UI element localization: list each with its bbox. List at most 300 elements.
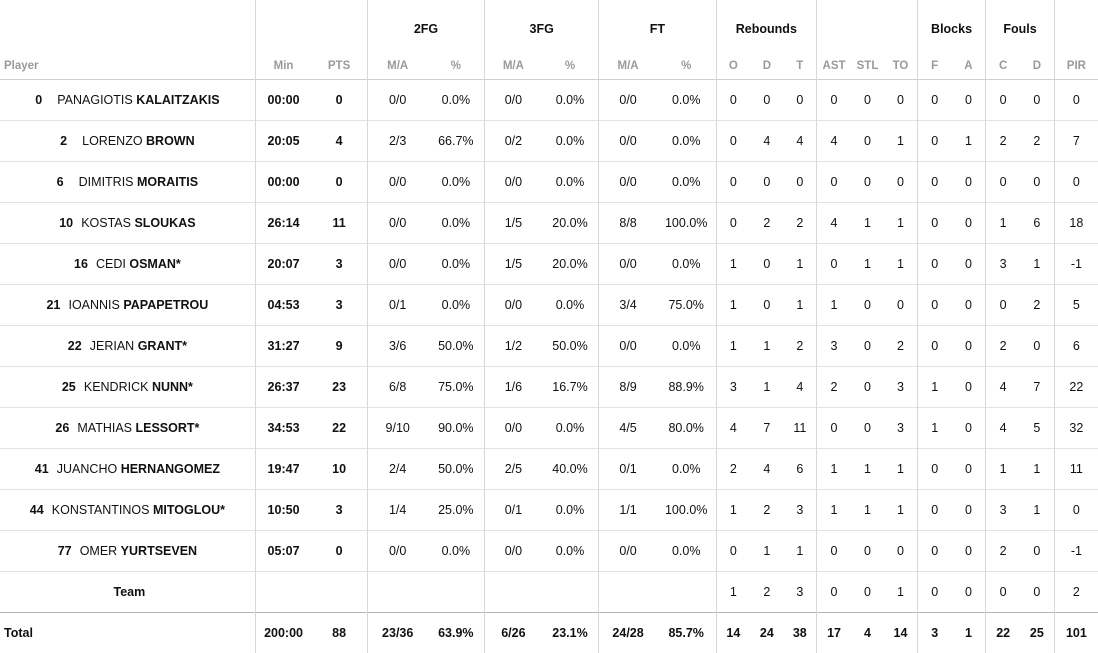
stat-cell: 1	[1020, 244, 1054, 285]
stat-cell: 8/8	[599, 203, 657, 244]
stat-cell: 25.0%	[428, 490, 485, 531]
total-stat-cell: 85.7%	[657, 613, 716, 653]
player-first-name: KENDRICK	[84, 380, 152, 394]
stat-cell: 1	[884, 490, 917, 531]
stat-cell: 0	[783, 80, 816, 121]
stat-cell: 0/0	[485, 531, 542, 572]
group-header-fouls: Fouls	[986, 0, 1054, 42]
stat-cell: 3/6	[367, 326, 427, 367]
table-row[interactable]	[0, 531, 1098, 572]
stat-cell: 3	[783, 490, 816, 531]
table-row[interactable]	[0, 326, 1098, 367]
stat-cell: 0	[952, 244, 986, 285]
col-header-ast[interactable]: AST	[817, 42, 851, 80]
stat-cell: 05:07	[255, 531, 311, 572]
stat-cell: 0.0%	[657, 162, 716, 203]
stat-cell: 66.7%	[428, 121, 485, 162]
stat-cell: 0	[311, 162, 367, 203]
stat-cell: 26:37	[255, 367, 311, 408]
stat-cell: 0	[917, 285, 951, 326]
total-stat-cell: 38	[783, 613, 816, 653]
stat-cell: 0.0%	[542, 285, 599, 326]
col-header-3fg-ma[interactable]: M/A	[485, 42, 542, 80]
player-number: 0	[35, 93, 57, 107]
table-row[interactable]	[0, 367, 1098, 408]
stat-cell: 3	[311, 490, 367, 531]
stat-cell: 0	[917, 244, 951, 285]
total-stat-cell: 63.9%	[428, 613, 485, 653]
stat-cell: 4	[783, 121, 816, 162]
player-cell[interactable]	[0, 326, 255, 367]
stat-cell: 11	[1054, 449, 1098, 490]
stat-cell: 10:50	[255, 490, 311, 531]
stat-cell: 1/4	[367, 490, 427, 531]
stat-cell: 50.0%	[428, 326, 485, 367]
player-last-name: LESSORT	[135, 421, 194, 435]
col-header-fouls-c[interactable]: C	[986, 42, 1020, 80]
stat-cell: 0	[851, 285, 884, 326]
stat-cell: 20:07	[255, 244, 311, 285]
stat-cell: 0/0	[485, 408, 542, 449]
col-header-to[interactable]: TO	[884, 42, 917, 80]
stat-cell: 0	[311, 531, 367, 572]
stat-cell: 1	[783, 531, 816, 572]
player-cell[interactable]	[0, 203, 255, 244]
player-cell[interactable]	[0, 162, 255, 203]
stat-cell: 0.0%	[428, 80, 485, 121]
stat-cell: 0/0	[599, 531, 657, 572]
stat-cell: 22	[1054, 367, 1098, 408]
total-stat-cell: 1	[952, 613, 986, 653]
stat-cell: 3	[311, 285, 367, 326]
stat-cell: 0/2	[485, 121, 542, 162]
stat-cell: 4	[783, 367, 816, 408]
stat-cell	[255, 572, 311, 613]
col-header-3fg-pct[interactable]: %	[542, 42, 599, 80]
stat-cell: 1/1	[599, 490, 657, 531]
stat-cell: 40.0%	[542, 449, 599, 490]
total-stat-cell: 101	[1054, 613, 1098, 653]
stat-cell: 3/4	[599, 285, 657, 326]
player-last-name: PAPAPETROU	[123, 298, 208, 312]
stat-cell: 11	[783, 408, 816, 449]
table-row[interactable]	[0, 449, 1098, 490]
stat-cell: 0.0%	[657, 121, 716, 162]
stat-cell: 0	[311, 80, 367, 121]
stat-cell: 0	[817, 162, 851, 203]
player-last-name: KALAITZAKIS	[136, 93, 219, 107]
stat-cell: 0.0%	[542, 408, 599, 449]
stat-cell: 0.0%	[657, 244, 716, 285]
stat-cell: 0/0	[485, 80, 542, 121]
col-header-2fg-ma[interactable]: M/A	[367, 42, 427, 80]
total-stat-cell: 22	[986, 613, 1020, 653]
stat-cell: 0	[750, 244, 783, 285]
stat-cell: 22	[311, 408, 367, 449]
stat-cell: 1	[817, 285, 851, 326]
player-cell[interactable]	[0, 285, 255, 326]
stat-cell: -1	[1054, 531, 1098, 572]
stat-cell: 100.0%	[657, 203, 716, 244]
stat-cell: 0/0	[599, 121, 657, 162]
stat-cell: 1	[783, 244, 816, 285]
stat-cell: 1	[716, 490, 750, 531]
stat-cell: 4	[750, 121, 783, 162]
player-cell[interactable]	[0, 80, 255, 121]
stat-cell: 2	[783, 326, 816, 367]
stat-cell: 6	[783, 449, 816, 490]
player-first-name: OMER	[80, 544, 121, 558]
starter-marker-icon: *	[182, 339, 187, 353]
player-cell[interactable]	[0, 121, 255, 162]
stat-cell: 0	[952, 449, 986, 490]
stat-cell: 1	[884, 244, 917, 285]
stat-cell: 0	[716, 531, 750, 572]
player-cell[interactable]	[0, 367, 255, 408]
stat-cell: 0	[917, 80, 951, 121]
col-header-reb-d[interactable]: D	[750, 42, 783, 80]
table-row[interactable]	[0, 80, 1098, 121]
stat-cell: -1	[1054, 244, 1098, 285]
stat-cell: 1/2	[485, 326, 542, 367]
player-last-name: MORAITIS	[137, 175, 198, 189]
stat-cell: 100.0%	[657, 490, 716, 531]
total-row	[0, 613, 1098, 653]
group-header-2fg: 2FG	[367, 0, 484, 42]
stat-cell: 1	[716, 326, 750, 367]
player-first-name: KOSTAS	[81, 216, 134, 230]
stat-cell: 2	[750, 490, 783, 531]
stat-cell: 2	[986, 121, 1020, 162]
stat-cell: 0.0%	[542, 162, 599, 203]
stat-cell: 7	[750, 408, 783, 449]
table-row[interactable]	[0, 162, 1098, 203]
player-first-name: IOANNIS	[68, 298, 123, 312]
stat-cell: 0	[952, 408, 986, 449]
stat-cell: 2	[716, 449, 750, 490]
col-header-reb-t[interactable]: T	[783, 42, 816, 80]
stat-cell: 0/0	[599, 244, 657, 285]
stat-cell: 0.0%	[657, 449, 716, 490]
col-header-pir[interactable]: PIR	[1054, 42, 1098, 80]
column-header-row	[0, 42, 1098, 80]
stat-cell: 9	[311, 326, 367, 367]
stat-cell: 75.0%	[657, 285, 716, 326]
stat-cell: 00:00	[255, 80, 311, 121]
stat-cell: 0	[952, 367, 986, 408]
player-first-name: LORENZO	[82, 134, 146, 148]
stat-cell: 1	[783, 285, 816, 326]
stat-cell: 0/0	[367, 244, 427, 285]
stat-cell: 0	[986, 285, 1020, 326]
col-header-ft-pct[interactable]: %	[657, 42, 716, 80]
stat-cell: 0.0%	[428, 285, 485, 326]
player-last-name: OSMAN	[129, 257, 176, 271]
stat-cell: 1	[750, 531, 783, 572]
stat-cell: 11	[311, 203, 367, 244]
stat-cell: 4/5	[599, 408, 657, 449]
stat-cell: 2	[1054, 572, 1098, 613]
player-cell[interactable]	[0, 531, 255, 572]
stat-cell: 26:14	[255, 203, 311, 244]
stat-cell: 3	[986, 244, 1020, 285]
stat-cell: 0	[750, 80, 783, 121]
player-last-name: SLOUKAS	[134, 216, 195, 230]
stat-cell: 0/1	[367, 285, 427, 326]
stat-cell: 1	[716, 572, 750, 613]
total-row-label: Total	[0, 613, 255, 653]
stat-cell: 1	[884, 572, 917, 613]
stat-cell: 0	[817, 572, 851, 613]
col-header-min[interactable]: Min	[255, 42, 311, 80]
player-last-name: YURTSEVEN	[121, 544, 197, 558]
stat-cell: 3	[783, 572, 816, 613]
stat-cell: 2	[750, 572, 783, 613]
player-first-name: PANAGIOTIS	[57, 93, 136, 107]
player-cell[interactable]	[0, 490, 255, 531]
stat-cell: 5	[1054, 285, 1098, 326]
stat-cell: 4	[986, 367, 1020, 408]
stat-cell: 1	[716, 285, 750, 326]
total-stat-cell: 4	[851, 613, 884, 653]
player-first-name: JUANCHO	[57, 462, 121, 476]
stat-cell: 0.0%	[657, 80, 716, 121]
stat-cell	[542, 572, 599, 613]
stat-cell: 0.0%	[428, 244, 485, 285]
stat-cell: 3	[311, 244, 367, 285]
stat-cell: 0	[851, 162, 884, 203]
group-header-ft: FT	[599, 0, 716, 42]
player-last-name: NUNN	[152, 380, 188, 394]
table-row[interactable]	[0, 203, 1098, 244]
stat-cell: 2	[783, 203, 816, 244]
player-number: 77	[58, 544, 80, 558]
col-header-stl[interactable]: STL	[851, 42, 884, 80]
stat-cell: 0	[917, 531, 951, 572]
stat-cell: 0/0	[367, 80, 427, 121]
stat-cell: 2	[986, 531, 1020, 572]
player-number: 41	[35, 462, 57, 476]
player-number: 22	[68, 339, 90, 353]
col-header-blocks-a[interactable]: A	[952, 42, 986, 80]
stat-cell: 0	[1054, 80, 1098, 121]
stat-cell	[485, 572, 542, 613]
stat-cell: 0.0%	[542, 490, 599, 531]
player-number: 6	[57, 175, 79, 189]
stat-cell: 32	[1054, 408, 1098, 449]
stat-cell: 4	[986, 408, 1020, 449]
group-header-blank-player	[0, 0, 255, 42]
col-header-player[interactable]: Player	[0, 42, 255, 80]
stat-cell: 7	[1020, 367, 1054, 408]
stat-cell: 2	[750, 203, 783, 244]
col-header-blocks-f[interactable]: F	[917, 42, 951, 80]
stat-cell: 0.0%	[657, 531, 716, 572]
starter-marker-icon: *	[220, 503, 225, 517]
stat-cell: 1/5	[485, 244, 542, 285]
table-row[interactable]	[0, 121, 1098, 162]
stat-cell: 00:00	[255, 162, 311, 203]
team-row	[0, 572, 1098, 613]
group-header-blocks: Blocks	[917, 0, 985, 42]
stat-cell: 1	[817, 449, 851, 490]
stat-cell: 0	[1020, 326, 1054, 367]
stat-cell: 1	[716, 244, 750, 285]
stat-cell: 0	[952, 572, 986, 613]
team-row-label: Team	[0, 572, 255, 613]
stat-cell: 1	[952, 121, 986, 162]
table-row[interactable]	[0, 244, 1098, 285]
stat-cell: 6	[1020, 203, 1054, 244]
stat-cell: 20:05	[255, 121, 311, 162]
stat-cell: 0	[817, 244, 851, 285]
stat-cell: 1	[986, 203, 1020, 244]
total-stat-cell: 3	[917, 613, 951, 653]
stat-cell: 3	[884, 367, 917, 408]
stat-cell: 0	[783, 162, 816, 203]
stat-cell	[428, 572, 485, 613]
stat-cell: 0	[817, 80, 851, 121]
player-number: 26	[55, 421, 77, 435]
stat-cell: 1/6	[485, 367, 542, 408]
stat-cell: 0.0%	[542, 121, 599, 162]
stat-cell: 0	[716, 203, 750, 244]
player-first-name: MATHIAS	[77, 421, 135, 435]
total-stat-cell: 23.1%	[542, 613, 599, 653]
stat-cell: 2	[817, 367, 851, 408]
stat-cell: 0	[851, 408, 884, 449]
stat-cell	[599, 572, 657, 613]
stat-cell: 0	[817, 531, 851, 572]
table-row[interactable]	[0, 285, 1098, 326]
stat-cell: 80.0%	[657, 408, 716, 449]
player-number: 16	[74, 257, 96, 271]
stat-cell: 16.7%	[542, 367, 599, 408]
stat-cell	[367, 572, 427, 613]
stat-cell: 0	[750, 162, 783, 203]
group-header-blank-basic	[255, 0, 367, 42]
player-cell[interactable]	[0, 408, 255, 449]
stat-cell: 4	[311, 121, 367, 162]
stat-cell: 2/3	[367, 121, 427, 162]
stat-cell: 1	[750, 326, 783, 367]
player-number: 44	[30, 503, 52, 517]
stat-cell: 0	[1020, 80, 1054, 121]
stat-cell: 0/0	[599, 162, 657, 203]
stat-cell: 0	[1054, 490, 1098, 531]
stat-cell: 0/0	[599, 80, 657, 121]
stat-cell: 0/0	[367, 162, 427, 203]
stat-cell: 1	[750, 367, 783, 408]
col-header-reb-o[interactable]: O	[716, 42, 750, 80]
stat-cell: 0/1	[599, 449, 657, 490]
stat-cell: 75.0%	[428, 367, 485, 408]
stat-cell: 4	[817, 121, 851, 162]
stat-cell: 10	[311, 449, 367, 490]
stat-cell: 20.0%	[542, 244, 599, 285]
group-header-rebounds: Rebounds	[716, 0, 817, 42]
stat-cell: 0.0%	[542, 531, 599, 572]
total-stat-cell: 24	[750, 613, 783, 653]
stat-cell: 0/0	[485, 162, 542, 203]
stat-cell: 18	[1054, 203, 1098, 244]
stat-cell: 0	[986, 80, 1020, 121]
table-body	[0, 80, 1098, 653]
table-row[interactable]	[0, 408, 1098, 449]
stat-cell: 0/1	[485, 490, 542, 531]
stat-cell: 1	[1020, 490, 1054, 531]
stat-cell: 0/0	[367, 203, 427, 244]
stat-cell: 0	[917, 326, 951, 367]
stat-cell: 0	[817, 408, 851, 449]
stat-cell: 7	[1054, 121, 1098, 162]
player-number: 25	[62, 380, 84, 394]
stat-cell: 0	[1020, 531, 1054, 572]
stat-cell: 1	[817, 490, 851, 531]
total-stat-cell: 25	[1020, 613, 1054, 653]
stat-cell: 0	[952, 531, 986, 572]
stat-cell: 0	[952, 490, 986, 531]
stat-cell: 1	[884, 449, 917, 490]
player-cell[interactable]	[0, 449, 255, 490]
stat-cell: 0	[851, 80, 884, 121]
stat-cell: 0	[851, 531, 884, 572]
total-stat-cell: 23/36	[367, 613, 427, 653]
total-stat-cell: 14	[884, 613, 917, 653]
stat-cell: 0	[986, 162, 1020, 203]
stat-cell: 0.0%	[657, 326, 716, 367]
stat-cell: 1	[851, 490, 884, 531]
stat-cell: 3	[986, 490, 1020, 531]
stat-cell: 0/0	[485, 285, 542, 326]
player-number: 2	[60, 134, 82, 148]
player-last-name: MITOGLOU	[153, 503, 220, 517]
stat-cell: 3	[884, 408, 917, 449]
stat-cell: 0	[750, 285, 783, 326]
stat-cell: 0	[851, 121, 884, 162]
stat-cell: 3	[817, 326, 851, 367]
stat-cell: 2/4	[367, 449, 427, 490]
group-header-blank-playmaking	[817, 0, 918, 42]
stat-cell: 0	[716, 80, 750, 121]
stat-cell: 34:53	[255, 408, 311, 449]
stat-cell: 0	[884, 162, 917, 203]
stat-cell: 5	[1020, 408, 1054, 449]
stat-cell: 0	[917, 121, 951, 162]
stat-cell: 90.0%	[428, 408, 485, 449]
player-cell[interactable]	[0, 244, 255, 285]
stat-cell: 1	[1020, 449, 1054, 490]
stat-cell	[657, 572, 716, 613]
stat-cell: 0	[851, 367, 884, 408]
stat-cell: 2	[1020, 121, 1054, 162]
stat-cell: 0.0%	[428, 203, 485, 244]
col-header-2fg-pct[interactable]: %	[428, 42, 485, 80]
col-header-fouls-d[interactable]: D	[1020, 42, 1054, 80]
stat-cell: 2/5	[485, 449, 542, 490]
stat-cell: 31:27	[255, 326, 311, 367]
stat-cell: 1/5	[485, 203, 542, 244]
stat-cell: 88.9%	[657, 367, 716, 408]
stat-cell: 0.0%	[542, 80, 599, 121]
total-stat-cell: 17	[817, 613, 851, 653]
col-header-ft-ma[interactable]: M/A	[599, 42, 657, 80]
total-stat-cell: 14	[716, 613, 750, 653]
table-row[interactable]	[0, 490, 1098, 531]
stat-cell: 1	[851, 244, 884, 285]
col-header-pts[interactable]: PTS	[311, 42, 367, 80]
total-stat-cell: 88	[311, 613, 367, 653]
